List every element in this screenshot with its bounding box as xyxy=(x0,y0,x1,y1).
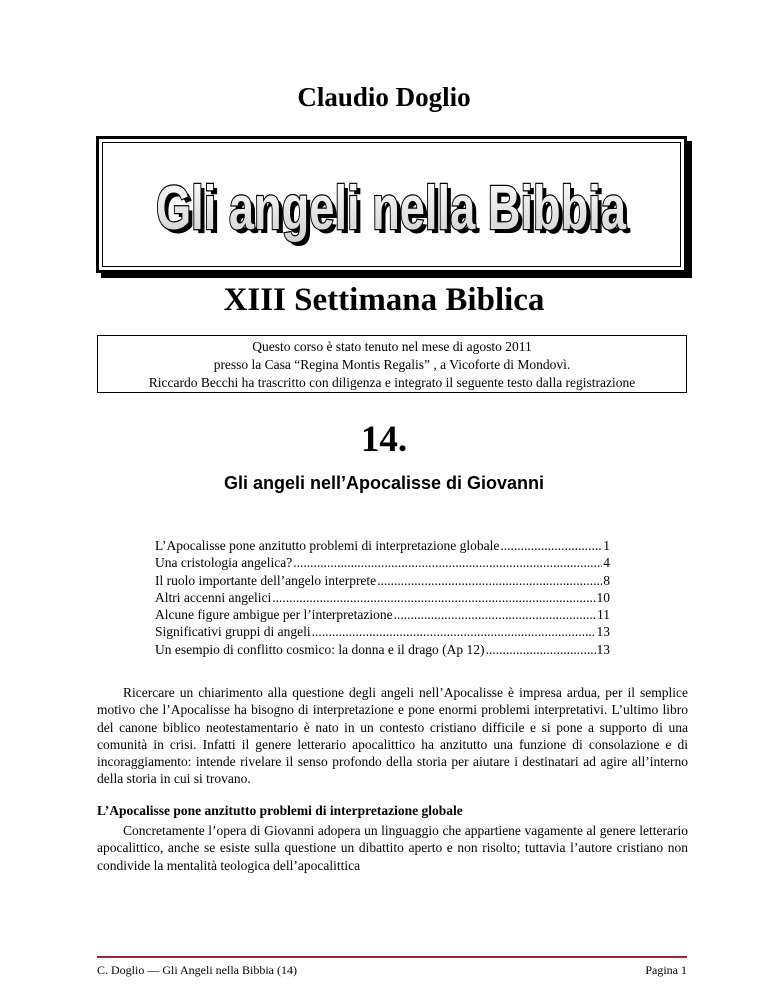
toc-leader xyxy=(377,572,602,589)
toc-page: 1 xyxy=(603,538,610,553)
toc-entry[interactable] xyxy=(155,537,610,554)
toc-page: 10 xyxy=(596,589,610,605)
toc-page: 11 xyxy=(597,607,610,623)
toc-label: Una cristologia angelica? xyxy=(155,555,293,571)
subtitle: XIII Settimana Biblica xyxy=(223,282,545,318)
toc-leader xyxy=(394,606,596,623)
toc-leader xyxy=(486,641,596,658)
toc-label: Alcune figure ambigue per l’interpretazione xyxy=(155,607,393,623)
toc-page: 13 xyxy=(596,624,610,640)
intro-paragraph: Ricercare un chiarimento alla questione degli angeli nell’Apocalisse è impresa ardua, per il semplice motivo che l’Apocalisse ha bisogno di interpretazione e pone enormi problemi interpretativi. L’ultimo libro del canone biblico neotestamentario è nato in un contesto cristiano difficile e si pone a supporto di una comunità in crisi. Infatti il genere letterario apocalittico ha anzitutto una funzione di consolazione e di incoraggiamento: intende rivelare il senso profondo della storia per aiutare i destinatari ad agire all’interno della storia in cui si trovano. xyxy=(97,685,688,787)
section-heading: L’Apocalisse pone anzitutto problemi di interpretazione globale xyxy=(97,803,463,818)
toc-leader xyxy=(272,589,595,606)
toc-entry[interactable] xyxy=(155,572,610,589)
title-text: Gli angeli nella Bibbia xyxy=(156,174,627,243)
toc-page: 13 xyxy=(596,641,610,657)
toc-page: 8 xyxy=(603,572,610,588)
toc-label: Un esempio di conflitto cosmico: la donna e il drago (Ap 12) xyxy=(155,641,485,657)
toc-entry[interactable] xyxy=(155,623,610,640)
title-shadow-text: Gli angeli nella Bibbia xyxy=(160,178,631,247)
page-number: Pagina 1 xyxy=(645,963,687,977)
toc-entry[interactable] xyxy=(155,606,610,623)
course-info-box xyxy=(97,335,687,393)
intro-paragraph-block xyxy=(97,684,688,788)
toc-label: Il ruolo importante dell’angelo interprete xyxy=(155,572,377,588)
toc-label: L’Apocalisse pone anzitutto problemi di interpretazione globale xyxy=(155,538,500,553)
toc-leader xyxy=(312,623,596,640)
footer-rule xyxy=(97,956,687,958)
author-name: Claudio Doglio xyxy=(297,82,471,112)
footer-left: C. Doglio — Gli Angeli nella Bibbia (14) xyxy=(97,963,297,977)
toc-label: Altri accenni angelici xyxy=(155,589,272,605)
toc-entry[interactable] xyxy=(155,589,610,606)
toc-entry[interactable] xyxy=(155,641,610,658)
title-wordart xyxy=(99,139,684,270)
info-line: Riccardo Becchi ha trascritto con diligenza e integrato il seguente testo dalla registrazione xyxy=(148,375,636,390)
chapter-number: 14. xyxy=(360,419,408,460)
table-of-contents xyxy=(155,537,610,658)
toc-label: Significativi gruppi di angeli xyxy=(155,624,311,640)
info-line: Questo corso è stato tenuto nel mese di agosto 2011 xyxy=(252,339,532,354)
toc-leader xyxy=(500,537,602,554)
section-paragraph: Concretamente l’opera di Giovanni adopera un linguaggio che appartiene vagamente al genere letterario apocalittico, anche se esiste sulla questione un dibattito aperto e non risolto; tuttavia l’autore cristiano non condivide la mentalità teologica dell’apocalittica xyxy=(97,823,688,873)
toc-leader xyxy=(293,554,602,571)
title-frame xyxy=(96,136,687,273)
toc-entry[interactable] xyxy=(155,554,610,571)
info-line: presso la Casa “Regina Montis Regalis” , a Vicoforte di Mondovì. xyxy=(213,357,571,372)
section-paragraph-block xyxy=(97,822,688,874)
toc-page: 4 xyxy=(603,555,610,571)
chapter-title: Gli angeli nell’Apocalisse di Giovanni xyxy=(223,473,545,493)
